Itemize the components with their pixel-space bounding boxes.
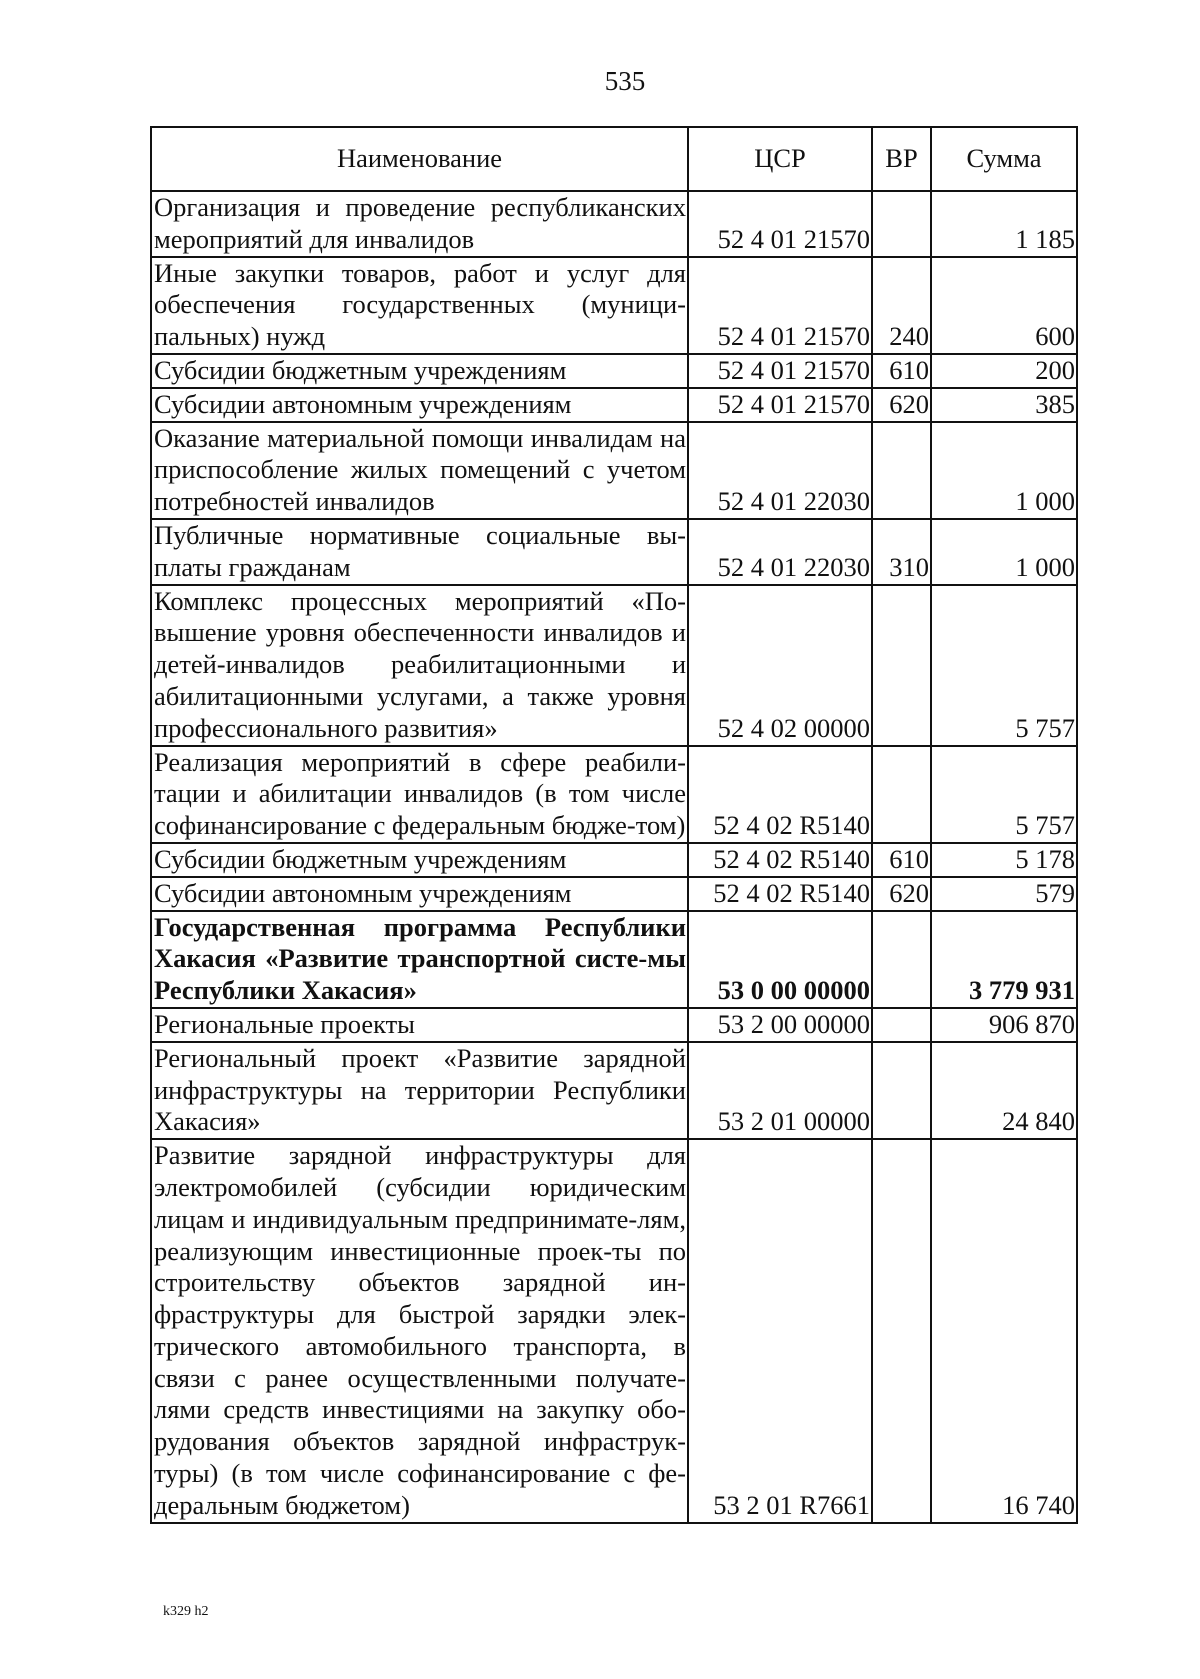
row-vr-cell [872, 585, 931, 746]
table-row [151, 746, 1077, 843]
row-vr-cell [872, 1042, 931, 1139]
row-csr-cell: 52 4 02 00000 [688, 585, 872, 746]
row-name-cell: Оказание материальной помощи инвалидам на приспособление жилых помещений с учетом потребностей инвалидов [151, 422, 688, 519]
row-vr-cell: 610 [872, 354, 931, 388]
row-name-cell: Государственная программа Республики Хакасия «Развитие транспортной систе-мы Республики Хакасия» [151, 911, 688, 1008]
row-sum-cell: 579 [931, 877, 1077, 911]
column-header-vr: ВР [872, 127, 931, 191]
row-sum-cell: 16 740 [931, 1139, 1077, 1523]
row-name-cell: Публичные нормативные социальные вы-платы гражданам [151, 519, 688, 585]
row-vr-cell [872, 911, 931, 1008]
row-vr-cell: 310 [872, 519, 931, 585]
table-body [151, 191, 1077, 1523]
row-vr-cell [872, 422, 931, 519]
row-csr-cell: 52 4 01 22030 [688, 422, 872, 519]
row-vr-cell: 620 [872, 388, 931, 422]
row-sum-cell: 5 178 [931, 843, 1077, 877]
row-vr-cell: 240 [872, 257, 931, 354]
row-csr-cell: 52 4 01 21570 [688, 388, 872, 422]
table-row [151, 1042, 1077, 1139]
row-csr-cell: 52 4 02 R5140 [688, 746, 872, 843]
column-header-name: Наименование [151, 127, 688, 191]
row-name-cell: Субсидии бюджетным учреждениям [151, 843, 688, 877]
row-vr-cell [872, 1008, 931, 1042]
column-header-csr: ЦСР [688, 127, 872, 191]
page-number: 535 [604, 66, 646, 96]
row-name-cell: Региональные проекты [151, 1008, 688, 1042]
row-sum-cell: 3 779 931 [931, 911, 1077, 1008]
row-vr-cell [872, 746, 931, 843]
footer-code: k329 h2 [163, 1604, 209, 1619]
row-csr-cell: 53 2 01 R7661 [688, 1139, 872, 1523]
row-name-cell: Субсидии бюджетным учреждениям [151, 354, 688, 388]
table-row [151, 877, 1077, 911]
row-sum-cell: 906 870 [931, 1008, 1077, 1042]
table-row [151, 191, 1077, 257]
table-row [151, 388, 1077, 422]
table-row [151, 911, 1077, 1008]
row-csr-cell: 53 2 01 00000 [688, 1042, 872, 1139]
row-vr-cell [872, 191, 931, 257]
row-sum-cell: 24 840 [931, 1042, 1077, 1139]
row-sum-cell: 1 000 [931, 519, 1077, 585]
table-row [151, 1008, 1077, 1042]
table-row [151, 585, 1077, 746]
row-sum-cell: 5 757 [931, 746, 1077, 843]
row-sum-cell: 5 757 [931, 585, 1077, 746]
row-csr-cell: 52 4 01 21570 [688, 257, 872, 354]
row-name-cell: Комплекс процессных мероприятий «По-вышение уровня обеспеченности инвалидов и детей-инвалидов реабилитационными и абилитационными услугами, а также уровня профессионального развития» [151, 585, 688, 746]
row-name-cell: Субсидии автономным учреждениям [151, 388, 688, 422]
column-header-sum: Сумма [931, 127, 1077, 191]
row-vr-cell: 620 [872, 877, 931, 911]
table-row [151, 843, 1077, 877]
row-csr-cell: 52 4 01 22030 [688, 519, 872, 585]
row-sum-cell: 600 [931, 257, 1077, 354]
budget-table [150, 126, 1078, 1524]
row-name-cell: Субсидии автономным учреждениям [151, 877, 688, 911]
row-csr-cell: 53 0 00 00000 [688, 911, 872, 1008]
row-csr-cell: 52 4 01 21570 [688, 191, 872, 257]
row-vr-cell [872, 1139, 931, 1523]
row-sum-cell: 385 [931, 388, 1077, 422]
table-row [151, 519, 1077, 585]
table-row [151, 1139, 1077, 1523]
row-csr-cell: 53 2 00 00000 [688, 1008, 872, 1042]
table-row [151, 422, 1077, 519]
row-sum-cell: 200 [931, 354, 1077, 388]
row-sum-cell: 1 000 [931, 422, 1077, 519]
row-vr-cell: 610 [872, 843, 931, 877]
row-name-cell: Региональный проект «Развитие зарядной инфраструктуры на территории Республики Хакасия» [151, 1042, 688, 1139]
row-csr-cell: 52 4 02 R5140 [688, 843, 872, 877]
row-name-cell: Развитие зарядной инфраструктуры для электромобилей (субсидии юридическим лицам и индивидуальным предпринимате-лям, реализующим инвестиционные проек-ты по строительству объектов зарядной ин-фраструктуры для быстрой зарядки элек-трического автомобильного транспорта, в связи с ранее осуществленными получате-лями средств инвестициями на закупку обо-рудования объектов зарядной инфраструк-туры) (в том числе софинансирование с фе-деральным бюджетом) [151, 1139, 688, 1523]
row-name-cell: Иные закупки товаров, работ и услуг для обеспечения государственных (муници-пальных) нужд [151, 257, 688, 354]
row-csr-cell: 52 4 02 R5140 [688, 877, 872, 911]
table-header-row [151, 127, 1077, 191]
table-row [151, 257, 1077, 354]
table-row [151, 354, 1077, 388]
row-name-cell: Организация и проведение республиканских мероприятий для инвалидов [151, 191, 688, 257]
row-name-cell: Реализация мероприятий в сфере реабили-тации и абилитации инвалидов (в том числе софинансирование с федеральным бюдже-том) [151, 746, 688, 843]
row-csr-cell: 52 4 01 21570 [688, 354, 872, 388]
row-sum-cell: 1 185 [931, 191, 1077, 257]
